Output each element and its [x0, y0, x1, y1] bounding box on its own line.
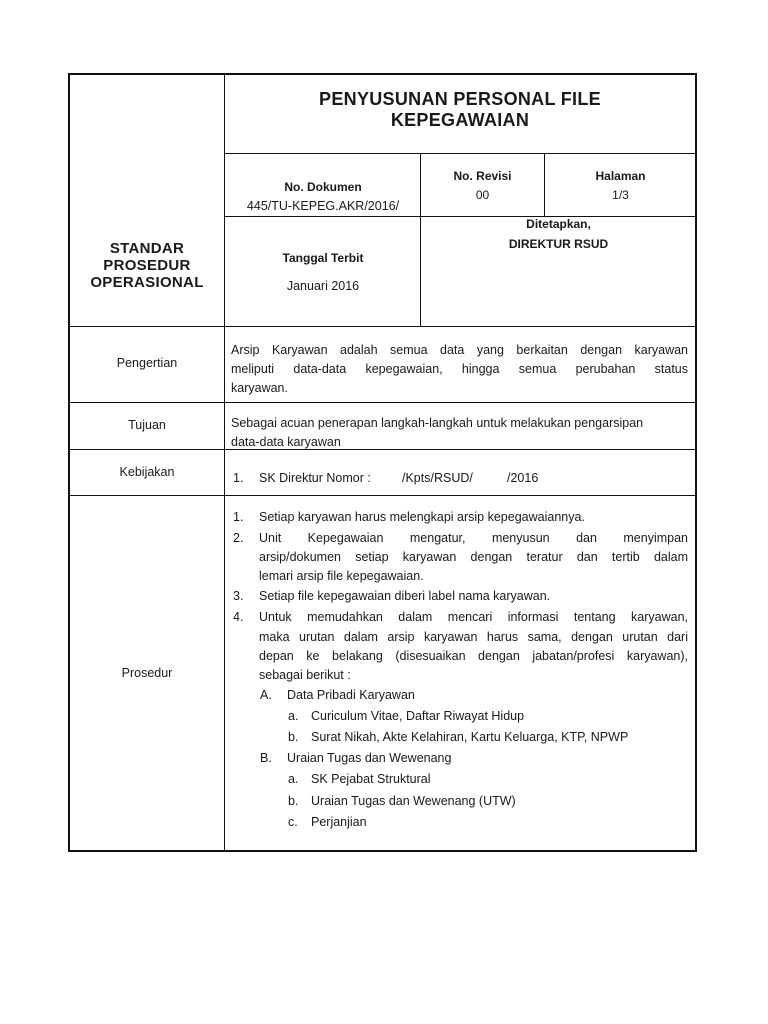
tujuan-label: Tujuan	[128, 418, 166, 432]
divider-pengertian-bottom	[69, 402, 696, 403]
no-revisi-value: 00	[475, 188, 490, 202]
prosedur-B-number: B.	[260, 751, 272, 765]
prosedur-A-b-text: Surat Nikah, Akte Kelahiran, Kartu Keluarga, KTP, NPWP	[311, 730, 629, 744]
prosedur-B-b-number: b.	[288, 794, 299, 808]
kebijakan-number: 1.	[233, 471, 244, 485]
tanggal-terbit-label: Tanggal Terbit	[282, 251, 364, 265]
prosedur-4-line-4: sebagai berikut :	[259, 668, 351, 682]
prosedur-4-number: 4.	[233, 610, 244, 624]
pengertian-label: Pengertian	[116, 356, 178, 370]
title-line-2: KEPEGAWAIAN	[390, 110, 530, 130]
prosedur-A-a-number: a.	[288, 709, 299, 723]
prosedur-3-text: Setiap file kepegawaian diberi label nama karyawan.	[259, 589, 551, 603]
prosedur-4-line-3: depan ke belakang (disesuaikan dengan jabatan/profesi karyawan),	[259, 649, 688, 663]
tanggal-terbit-value: Januari 2016	[286, 279, 360, 293]
prosedur-4-line-1: Untuk memudahkan dalam mencari informasi tentang karyawan,	[259, 610, 688, 624]
prosedur-label: Prosedur	[121, 666, 173, 680]
pengertian-line-3: karyawan.	[231, 381, 288, 395]
prosedur-B-a-number: a.	[288, 772, 299, 786]
kebijakan-label: Kebijakan	[119, 465, 175, 479]
divider-title-bottom	[224, 153, 696, 154]
pengertian-line-2: meliputi data-data kepegawaian, hingga semua perubahan status	[231, 362, 688, 376]
sop-line-3: OPERASIONAL	[90, 274, 204, 291]
prosedur-1-number: 1.	[233, 510, 244, 524]
prosedur-2-line-3: lemari arsip file kepegawaian.	[259, 569, 424, 583]
divider-kebijakan-bottom	[69, 495, 696, 496]
title-line-1: PENYUSUNAN PERSONAL FILE	[319, 89, 601, 109]
prosedur-1-text: Setiap karyawan harus melengkapi arsip kepegawaiannya.	[259, 510, 585, 524]
tujuan-line-1: Sebagai acuan penerapan langkah-langkah untuk melakukan pengarsipan	[231, 416, 644, 430]
prosedur-3-number: 3.	[233, 589, 244, 603]
prosedur-2-line-1: Unit Kepegawaian mengatur, menyusun dan menyimpan	[259, 531, 688, 545]
prosedur-B-a-text: SK Pejabat Struktural	[311, 772, 431, 786]
direktur-label: DIREKTUR RSUD	[508, 237, 609, 251]
prosedur-B-label: Uraian Tugas dan Wewenang	[287, 751, 452, 765]
pengertian-line-1: Arsip Karyawan adalah semua data yang berkaitan dengan karyawan	[231, 343, 688, 357]
prosedur-A-label: Data Pribadi Karyawan	[287, 688, 415, 702]
prosedur-A-a-text: Curiculum Vitae, Daftar Riwayat Hidup	[311, 709, 525, 723]
prosedur-4-line-2: maka urutan dalam arsip karyawan harus sama, dengan urutan dari	[259, 630, 688, 644]
tujuan-line-2: data-data karyawan	[231, 435, 341, 449]
no-revisi-label: No. Revisi	[453, 169, 512, 183]
kebijakan-sk-label: SK Direktur Nomor :	[259, 471, 371, 485]
sop-line-2: PROSEDUR	[103, 257, 191, 274]
prosedur-A-number: A.	[260, 688, 272, 702]
prosedur-2-number: 2.	[233, 531, 244, 545]
no-dokumen-label: No. Dokumen	[284, 180, 362, 194]
prosedur-A-b-number: b.	[288, 730, 299, 744]
divider-left-column	[224, 74, 225, 851]
sop-line-1: STANDAR	[109, 240, 185, 257]
sop-heading	[70, 240, 224, 291]
kebijakan-sk-kpts: /Kpts/RSUD/	[402, 471, 473, 485]
document-title	[226, 89, 694, 131]
divider-header-bottom	[69, 326, 696, 327]
halaman-label: Halaman	[595, 169, 646, 183]
prosedur-2-line-2: arsip/dokumen setiap karyawan dengan teratur dan tertib dalam	[259, 550, 688, 564]
prosedur-B-b-text: Uraian Tugas dan Wewenang (UTW)	[311, 794, 516, 808]
prosedur-B-c-text: Perjanjian	[311, 815, 367, 829]
ditetapkan-label: Ditetapkan,	[526, 217, 591, 231]
halaman-value: 1/3	[612, 188, 629, 202]
divider-tujuan-bottom	[69, 449, 696, 450]
kebijakan-sk-year: /2016	[507, 471, 539, 485]
prosedur-B-c-number: c.	[288, 815, 298, 829]
no-dokumen-value: 445/TU-KEPEG.AKR/2016/	[246, 199, 400, 213]
